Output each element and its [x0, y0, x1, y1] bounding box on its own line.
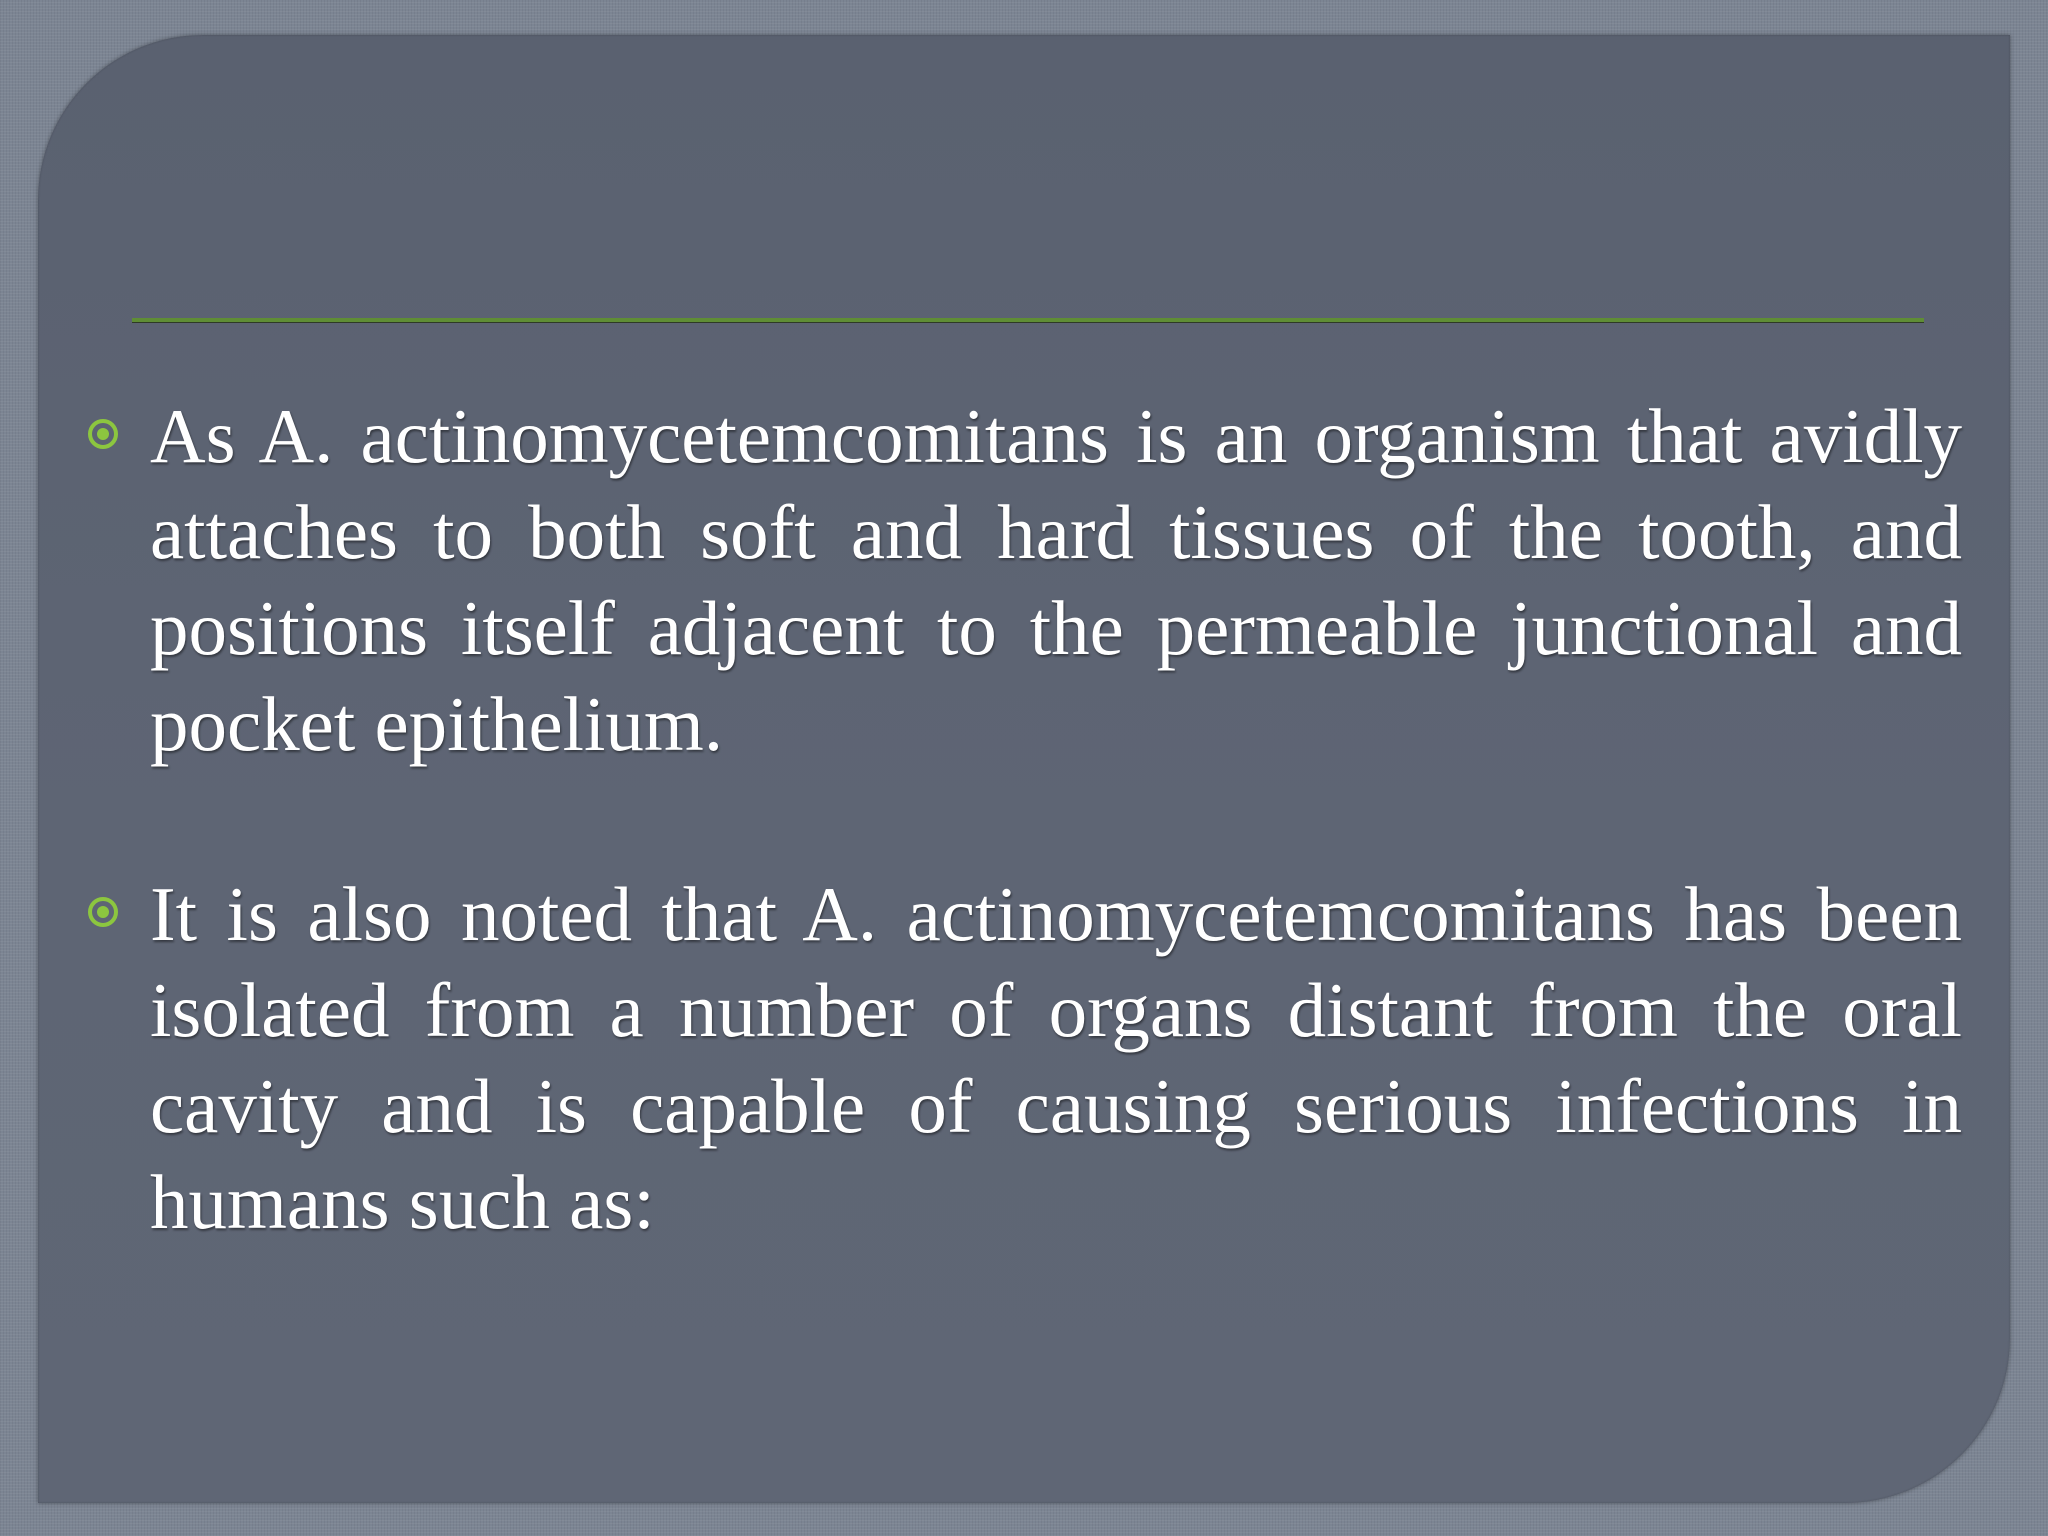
bullet-text: As A. actinomycetemcomitans is an organism that avidly attaches to both soft and hard tissues of the tooth, and positions itself adjacent to the permeable junctional and pocket epithelium. — [150, 393, 1962, 767]
circled-dot-icon — [88, 897, 118, 927]
circled-dot-icon — [88, 419, 118, 449]
title-divider — [132, 318, 1924, 323]
bullet-text: It is also noted that A. actinomycetemcomitans has been isolated from a number of organs distant from the oral cavity and is capable of causing serious infections in humans such as: — [150, 871, 1962, 1245]
